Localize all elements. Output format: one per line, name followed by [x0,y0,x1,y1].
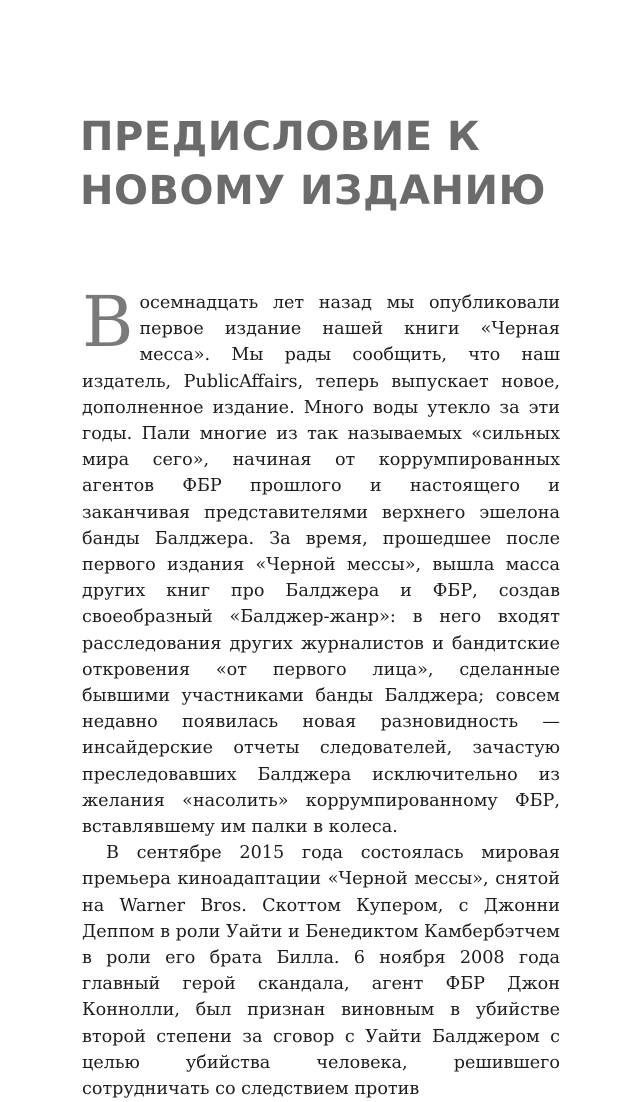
paragraph-1-text: осемнадцать лет назад мы опубликовали первое издание нашей книги «Черная месса». Мы рады сообщить, что наш издатель, PublicAffairs, теперь выпускает новое, дополненное издание. Много воды утекло за эти годы. Пали многие из так называемых «сильных мира сего», начиная от коррумпированных агентов ФБР прошлого и настоящего и заканчивая представителями верхнего эшелона банды Балджера. За время, прошедшее после первого издания «Черной мессы», вышла масса других книг про Балджера и ФБР, создав своеобразный «Балджер-жанр»: в него входят расследования других журналистов и бандитские откровения «от первого лица», сделанные бывшими участниками банды Балджера; совсем недавно появилась новая разновидность — инсайдерские отчеты следователей, зачастую преследовавших Балджера исключительно из желания «насолить» коррумпированному ФБР, вставлявшему им палки в колеса. [82,293,560,838]
chapter-title: ПРЕДИСЛОВИЕ К НОВОМУ ИЗДАНИЮ [80,114,546,214]
body-text [82,281,560,1102]
paragraph-2-text: В сентябре 2015 года состоялась мировая премьера киноадаптации «Черной мессы», снятой на Warner Bros. Скоттом Купером, с Джонни Деппом в роли Уайти и Бенедиктом Камбербэтчем в роли его брата Билла. 6 ноября 2008 года главный герой скандала, агент ФБР Джон Коннолли, был признан виновным в убийстве второй степени за сговор с Уайти Балджером с целью убийства человека, решившего сотрудничать со следствием против [82,843,560,1100]
paragraph-2 [82,840,560,1102]
drop-cap: В [82,281,134,363]
paragraph-1 [82,281,560,840]
